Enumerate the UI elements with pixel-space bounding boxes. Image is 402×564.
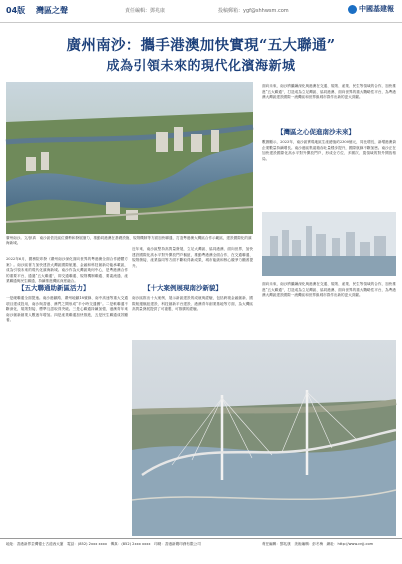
ten-cases-body: 南沙區推出十大案例，展示新區建設的成就與經驗，包括跨境金融創新、國際航運樞紐建設、科技創新平台建設、港澳青年創業基地等方面，為大灣區高質量發展提供了可複製、可推廣的經驗。 [132, 296, 253, 312]
section-title: 灣區之聲 [36, 6, 68, 15]
intro-text-left: 2022年6月，國務院印發《廣州南沙深化面向世界的粵港澳全面合作總體方案》。南沙區著力加快建設大灣區國際航運、金融和科技創新功能承載區，成為引領未來的現代化濱海新城。南沙作為大灣區幾何中心，是粵港澳合作的重要平台，通過“五大聯通”，即交通聯通、規則機制聯通、要素流通、產業聯通與民生聯通，持續推進灣區深度融合。 [6, 257, 128, 284]
footer-contact: 責任編輯：鄧兆康 美術編輯：彭冬梅 網址：http://www.cnjj.com [262, 542, 374, 546]
page-number: 04版 [6, 6, 26, 15]
page-header [0, 0, 402, 23]
logo-icon [348, 5, 357, 14]
page-footer [0, 538, 402, 564]
heading-ten-cases: 【十大案例展現南沙新貌】 [144, 284, 222, 292]
intro-text-middle: 近年來，南沙區堅持高質量發展，立足大灣區、協同港澳、面向世界，加快建設國際化高水平對外開放門戶樞紐，推動粵港澳全面合作，在交通聯通、規則銜接、產業協同等方面不斷取得新成果，城市能級和核心競爭力顯著提升。 [132, 247, 253, 268]
article-title: 廣州南沙：攜手港澳加快實現“五大聯通” [66, 37, 336, 54]
contact-email[interactable]: 投稿郵箱：ygf@shhwsm.com [218, 8, 289, 14]
right-column-lower-text: 面向未來，南沙將繼續深化與港澳在交通、規則、產業、民生等領域的合作，加快推進“五大聯通”，打造成為立足灣區、協同港澳、面向世界的重大戰略性平台，為粵港澳大灣區建設國際一流灣區和世界級城市群作出新的更大貢獻。 [262, 282, 396, 298]
nansha-skyline-photo [262, 212, 396, 276]
article-subtitle: 成為引領未來的現代化濱海新城 [106, 59, 296, 74]
heading-five-interconnections: 【五大聯通助新區活力】 [18, 284, 90, 292]
heading-bay-heart: 【灣區之心促進南沙未來】 [277, 128, 355, 136]
editor-credit: 責任編輯：鄧兆康 [125, 8, 166, 14]
right-column-body: 數據顯示，2023年，南沙區實現地區生產總值約2300億元，同比增長，新增港澳資企業數量持續增長。南沙港區集裝箱吞吐量穩步提升，國際航線不斷加密。南沙正在加快建設國際化高水平對外開放門戶，形成全方位、多層次、寬領域的對外開放格局。 [262, 140, 396, 161]
nansha-aerial-photo [6, 82, 253, 234]
right-column-top-text: 面向未來，南沙將繼續深化與港澳在交通、規則、產業、民生等領域的合作，加快推進“五大聯通”，打造成為立足灣區、協同港澳、面向世界的重大戰略性平台，為粵港澳大灣區建設國際一流灣區和世界級城市群作出新的更大貢獻。 [262, 84, 396, 100]
interconnect-body: 一是硬聯通全面提速。南沙港鐵路、廣州地鐵18號線、南中高速等重大交通項目建成投用，南沙與香港、澳門之間形成“半小時交通圈”。二是軟聯通不斷深化，規則對接、標準互認取得突破。三是心聯通持續加強，港澳青年來南沙創新創業人數逐年增加。四是產業聯通加快推進，五是民生聯通成效顯著。 [6, 296, 128, 323]
newspaper-logo: 中國基建報 [348, 4, 394, 14]
photo-caption: 廣州南沙。文/彭真 南沙區依託區位優勢和發展潛力，推動同港澳在基礎設施、規則機制等方面加快聯通，打造粵港澳大灣區合作示範區，建設國際化的濱海新城。 [6, 236, 252, 245]
footer-address: 地址：香港新界荃灣德士古道西大廈 電話：(852) 2xxx xxxx 傳真：(852) 2xxx xxxx 印刷：香港新聞印務有限公司 [6, 542, 201, 546]
